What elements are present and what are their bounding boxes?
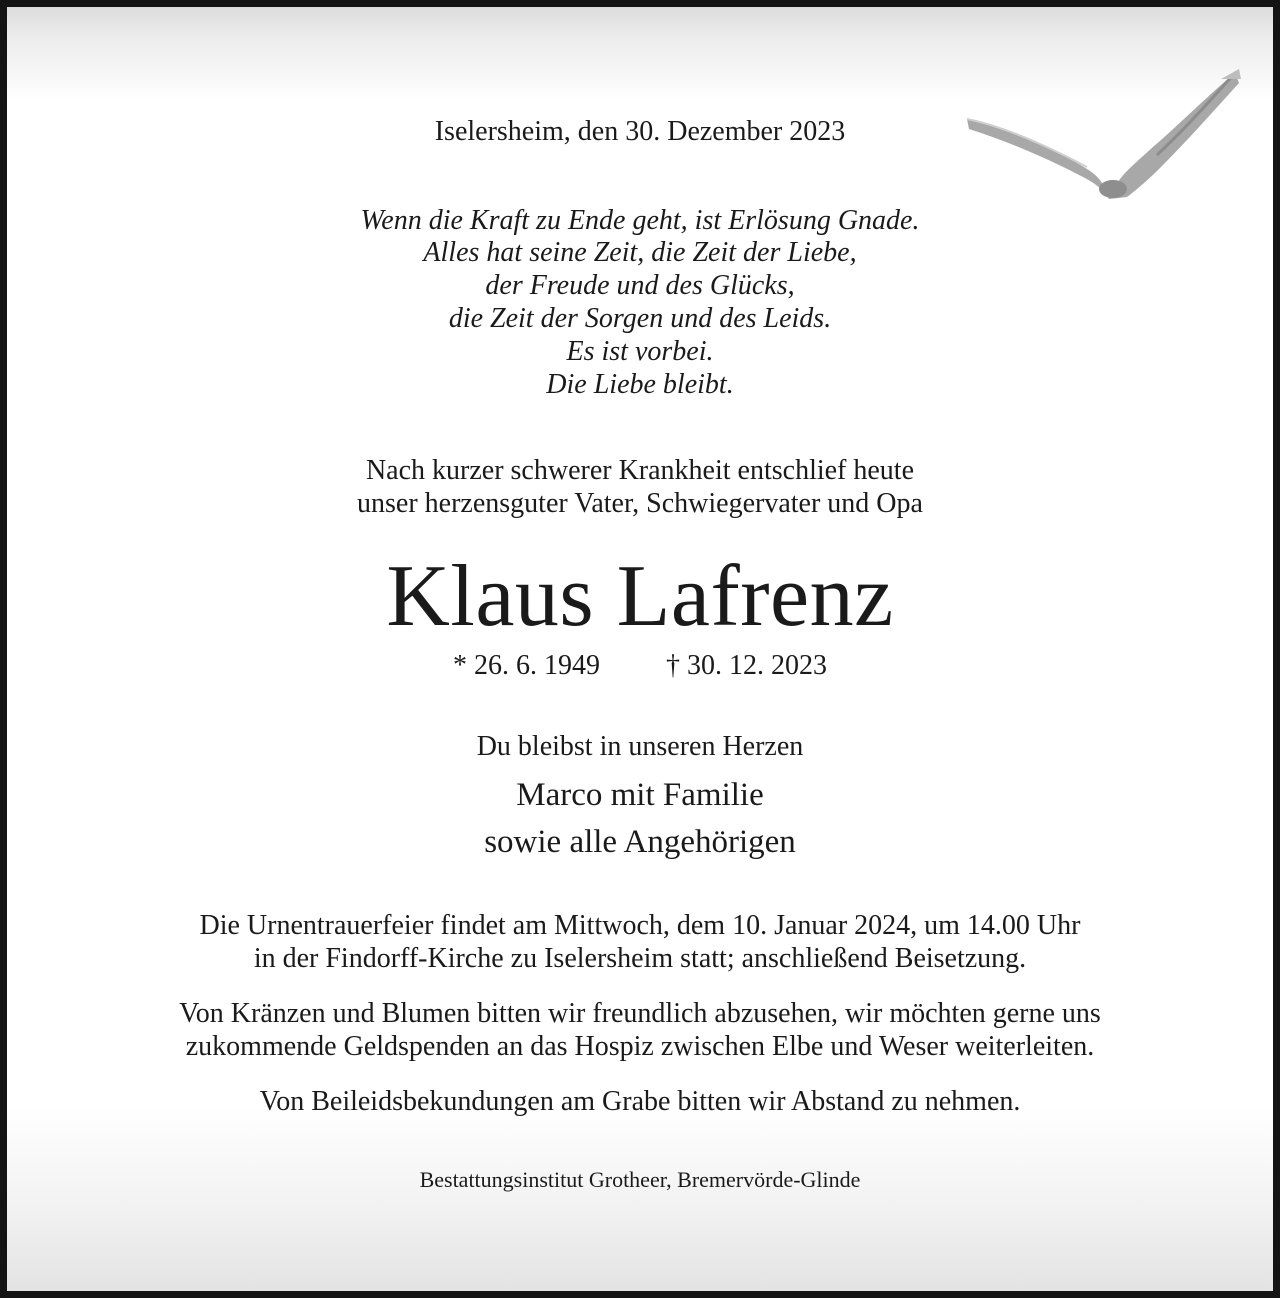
poem-line: Es ist vorbei.	[566, 336, 714, 367]
intro-line: Nach kurzer schwerer Krankheit entschlief heute	[365, 455, 915, 486]
funeral-info-line: in der Findorff-Kirche zu Iselersheim statt; anschließend Beisetzung.	[253, 943, 1027, 974]
condolence-note: Von Beileidsbekundungen am Grabe bitten wir Abstand zu nehmen.	[259, 1086, 1021, 1117]
poem-line: Alles hat seine Zeit, die Zeit der Liebe,	[423, 237, 857, 268]
undertaker-credit: Bestattungsinstitut Grotheer, Bremervörde-Glinde	[419, 1167, 861, 1192]
poem-line: die Zeit der Sorgen und des Leids.	[448, 303, 832, 334]
poem-line: Wenn die Kraft zu Ende geht, ist Erlösung Gnade.	[360, 205, 920, 236]
donation-info-line: Von Kränzen und Blumen bitten wir freundlich abzusehen, wir möchten gerne uns	[179, 998, 1101, 1029]
place-date: Iselersheim, den 30. Dezember 2023	[434, 116, 846, 147]
farewell-line: Du bleibst in unseren Herzen	[476, 731, 804, 762]
death-date: † 30. 12. 2023	[666, 650, 827, 681]
funeral-info-line: Die Urnentrauerfeier findet am Mittwoch, dem 10. Januar 2024, um 14.00 Uhr	[199, 910, 1081, 941]
mourner-line: Marco mit Familie	[516, 777, 764, 813]
donation-info-line: zukommende Geldspenden an das Hospiz zwischen Elbe und Weser weiterleiten.	[185, 1031, 1095, 1062]
poem-line: der Freude und des Glücks,	[485, 270, 795, 301]
mourner-line: sowie alle Angehörigen	[484, 824, 796, 860]
intro-line: unser herzensguter Vater, Schwiegervater und Opa	[357, 488, 923, 519]
birth-date: * 26. 6. 1949	[453, 650, 600, 681]
life-dates	[7, 652, 1273, 680]
poem-line: Die Liebe bleibt.	[546, 369, 734, 400]
deceased-name: Klaus Lafrenz	[386, 548, 894, 645]
